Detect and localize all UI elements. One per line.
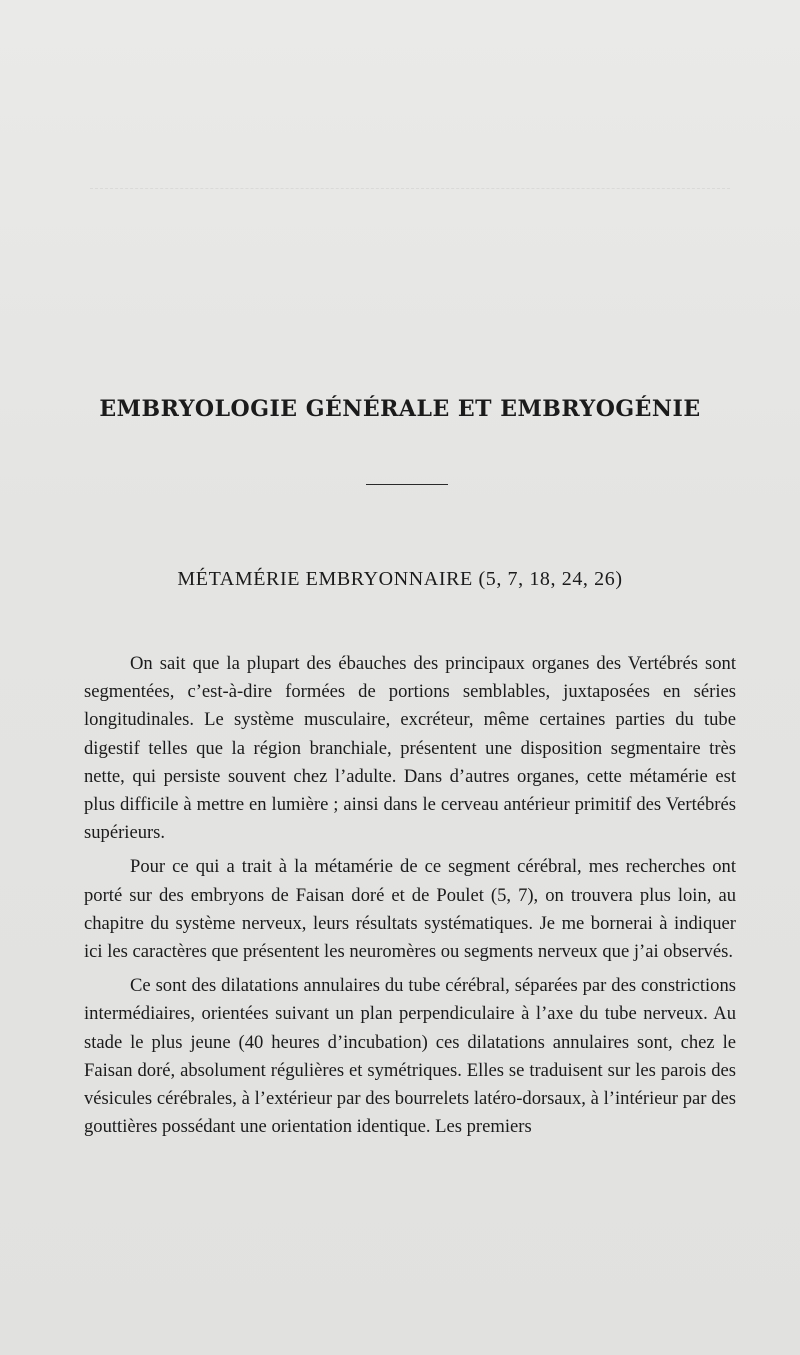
paragraph: Ce sont des dilatations annulaires du tube cérébral, séparées par des constrictions intermédiaires, orientées suivant un plan perpendiculaire à l’axe du tube nerveux. Au stade le plus jeune (40 heures d’incubation) ces dilatations annulaires sont, chez le Faisan doré, absolument régulières et symétriques. Elles se traduisent sur les parois des vésicules cérébrales, à l’extérieur par des bourrelets latéro-dorsaux, à l’intérieur par des gouttières possédant une orientation identique. Les premiers bbox=[84, 975, 736, 1138]
body-text bbox=[84, 650, 736, 1147]
paragraph: Pour ce qui a trait à la métamérie de ce segment cérébral, mes recherches ont porté sur des embryons de Faisan doré et de Poulet (5, 7), on trouvera plus loin, au chapitre du système nerveux, leurs résultats systématiques. Je me bornerai à indiquer ici les caractères que présentent les neuromères ou segments nerveux que j’ai observés. bbox=[84, 856, 736, 963]
show-through-line bbox=[90, 188, 730, 189]
paragraph: On sait que la plupart des ébauches des principaux organes des Vertébrés sont segmentées, c’est-à-dire formées de portions semblables, juxtaposées en séries longitudinales. Le système musculaire, excréteur, même certaines parties du tube digestif telles que la région branchiale, présentent une disposition segmentaire très nette, qui persiste souvent chez l’adulte. Dans d’autres organes, cette métamérie est plus difficile à mettre en lumière ; ainsi dans le cerveau antérieur primitif des Vertébrés supérieurs. bbox=[84, 653, 736, 844]
main-title: EMBRYOLOGIE GÉNÉRALE ET EMBRYOGÉNIE bbox=[99, 396, 701, 422]
title-rule bbox=[366, 484, 448, 485]
section-title: MÉTAMÉRIE EMBRYONNAIRE (5, 7, 18, 24, 26) bbox=[177, 568, 623, 590]
